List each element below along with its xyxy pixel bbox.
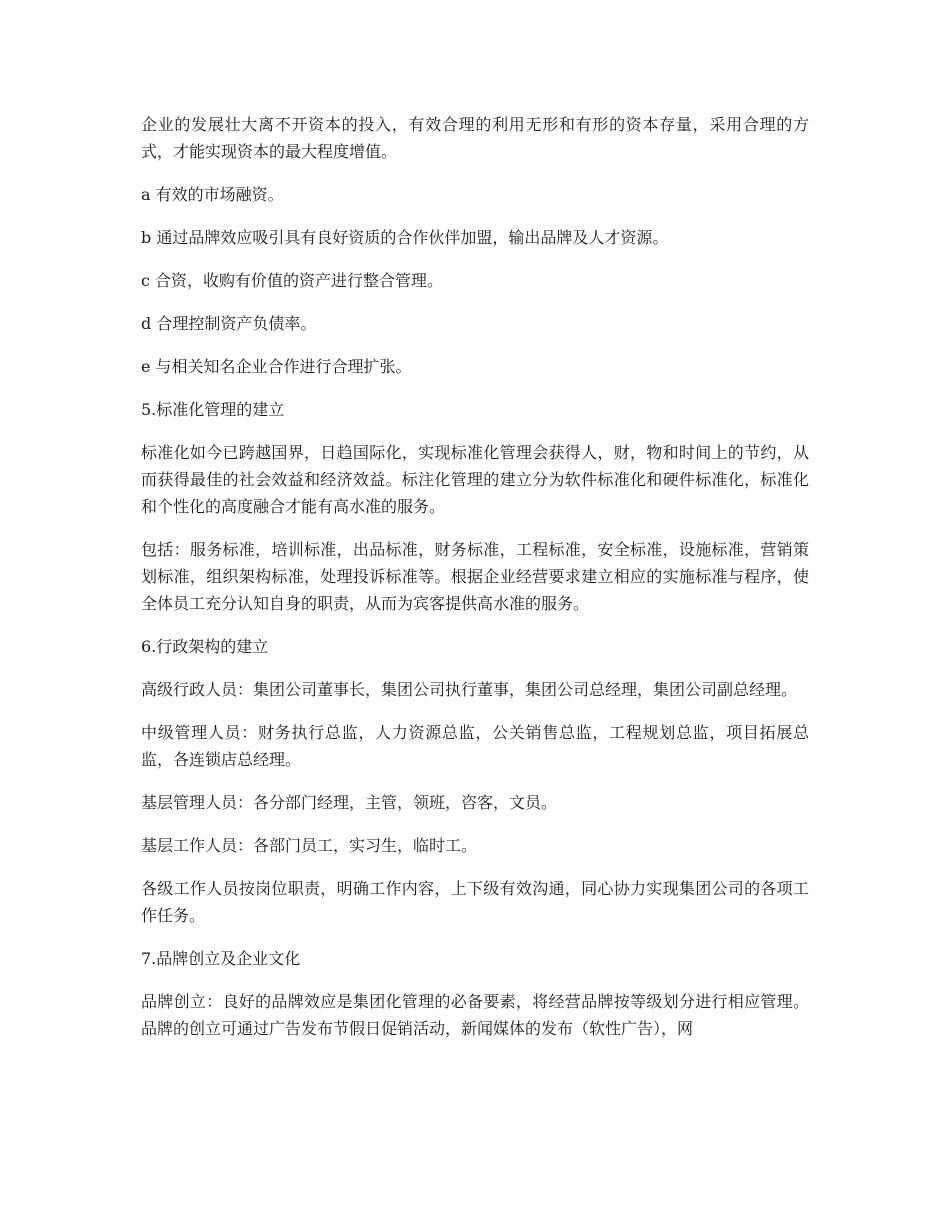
paragraph-capital-intro: 企业的发展壮大离不开资本的投入，有效合理的利用无形和有形的资本存量，采用合理的方式，才能实现资本的最大程度增值。: [141, 115, 809, 161]
list-item-c: c 合资，收购有价值的资产进行整合管理。: [141, 271, 444, 290]
document-body: [141, 111, 809, 1058]
paragraph-junior-managers: 基层管理人员：各分部门经理，主管，领班，咨客，文员。: [141, 793, 558, 812]
paragraph-middle-managers: 中级管理人员：财务执行总监，人力资源总监，公关销售总监，工程规划总监，项目拓展总监，各连锁店总经理。: [141, 723, 809, 769]
paragraph-brand-creation: 品牌创立：良好的品牌效应是集团化管理的必备要素，将经营品牌按等级划分进行相应管理。品牌的创立可通过广告发布节假日促销活动，新闻媒体的发布（软性广告），网: [141, 992, 809, 1038]
paragraph-standards-list: 包括：服务标准，培训标准，出品标准，财务标准，工程标准，安全标准，设施标准，营销策划标准，组织架构标准，处理投诉标准等。根据企业经营要求建立相应的实施标准与程序，使全体员工充分认知自身的职责，从而为宾客提供高水准的服务。: [141, 540, 809, 613]
paragraph-senior-staff: 高级行政人员：集团公司董事长，集团公司执行董事，集团公司总经理，集团公司副总经理。: [141, 680, 798, 699]
section-heading-6: 6.行政架构的建立: [141, 637, 269, 656]
paragraph-standardization: 标准化如今已跨越国界，日趋国际化，实现标准化管理会获得人，财，物和时间上的节约，从而获得最佳的社会效益和经济效益。标注化管理的建立分为软件标准化和硬件标准化，标准化和个性化的高度融合才能有高水准的服务。: [141, 443, 809, 516]
section-heading-5: 5.标准化管理的建立: [141, 400, 285, 419]
section-heading-7: 7.品牌创立及企业文化: [141, 949, 301, 968]
list-item-e: e 与相关知名企业合作进行合理扩张。: [141, 357, 412, 376]
paragraph-responsibilities: 各级工作人员按岗位职责，明确工作内容，上下级有效沟通，同心协力实现集团公司的各项工作任务。: [141, 879, 809, 925]
list-item-d: d 合理控制资产负债率。: [141, 314, 317, 333]
list-item-a: a 有效的市场融资。: [141, 185, 284, 204]
paragraph-staff: 基层工作人员：各部门员工，实习生，临时工。: [141, 836, 478, 855]
list-item-b: b 通过品牌效应吸引具有良好资质的合作伙伴加盟，输出品牌及人才资源。: [141, 228, 669, 247]
